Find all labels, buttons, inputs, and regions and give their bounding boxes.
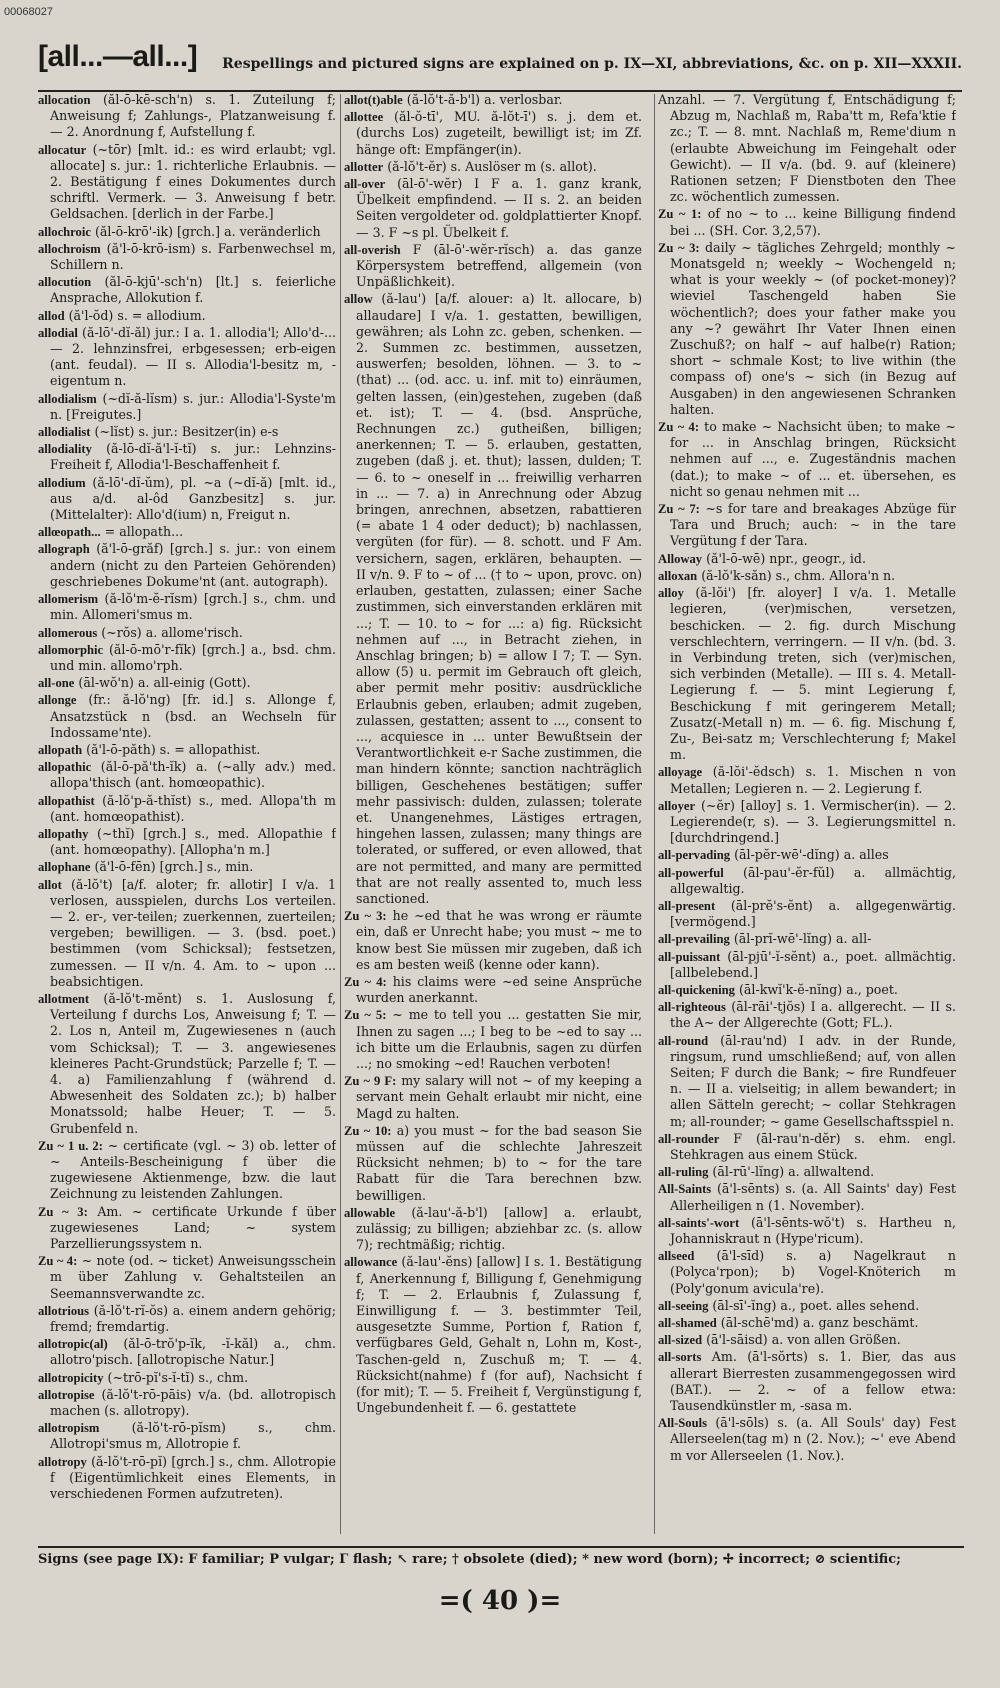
entry-headword: allodialism (38, 391, 97, 406)
dictionary-entry (658, 92, 956, 205)
dictionary-entry (38, 1138, 336, 1203)
entry-headword: all-shamed (658, 1316, 717, 1331)
dictionary-entry (38, 1303, 336, 1335)
entry-definition: (ăl-ō-pă'th-ĭk) a. (~ally adv.) med. allopa'thisch (ant. homœopathic). (50, 759, 336, 791)
entry-definition: (~dĭ-ă-lĭsm) s. jur.: Allodia'l-Syste'm n. [Freigutes.] (50, 390, 336, 422)
entry-headword: alloyer (658, 798, 696, 813)
dictionary-entry (344, 92, 642, 108)
dictionary-entry (38, 991, 336, 1137)
entry-definition: (āl-prĭ-wē'-lĭng) a. all- (733, 931, 872, 947)
dictionary-entry (658, 898, 956, 930)
entry-definition: (~thĭ) [grch.] s., med. Allopathie f (ant. homœopathy). [Allopha'n m.] (50, 825, 336, 858)
entry-definition: (āl-rāi'-tjŏs) I a. allgerecht. — II s. the A~ der Allgerechte (Gott; FL.). (670, 999, 956, 1031)
entry-headword: Zu ~ 4: (38, 1254, 78, 1269)
entry-headword: Zu ~ 1: (658, 207, 702, 222)
entry-definition: (āl-kwĭ'k-ĕ-nĭng) a., poet. (739, 981, 898, 997)
entry-headword: allotropy (38, 1454, 87, 1469)
dictionary-entry (344, 1205, 642, 1254)
entry-headword: allod (38, 308, 65, 323)
entry-headword: allomorphic (38, 642, 104, 657)
dictionary-entry (344, 176, 642, 241)
entry-definition: = allopath... (104, 524, 184, 540)
entry-headword: allottee (344, 110, 384, 125)
entry-definition: daily ~ tägliches Zehrgeld; monthly ~ Monatsgeld n; weekly ~ Wochengeld n; what is your weekly ~ (of pocket-money)? wieviel Taschengeld haben Sie wöchentlich?; does your father make you any ~? gewährt Ihr Vater Ihnen einen Zuschuß?; on half ~ auf halbe(r) Ration; short ~ schmale Kost; to live within (the compass of) one's ~ sich (in Bezug auf Ausgaben) in den angewiesenen Schranken halten. (670, 239, 956, 417)
entry-headword: all-overish (344, 242, 401, 257)
dictionary-entry (344, 974, 642, 1006)
entry-definition: ~ note (od. ~ ticket) Anweisungsschein m über Zahlung v. Gehaltsteilen an Seemannsverwandte zc. (50, 1253, 336, 1301)
entry-definition: (ă-lau'-ă-b'l) [allow] a. erlaubt, zulässig; zu billigen; abziehbar zc. (s. allow 7); rechtmäßig; richtig. (356, 1204, 642, 1253)
entry-definition: F (āl-ō'-wĕr-rĭsch) a. das ganze Körpersystem betreffend, allgemein (von Unpäßlichkeit). (356, 241, 642, 290)
dictionary-entry (344, 291, 642, 907)
dictionary-entry (344, 1007, 642, 1072)
entry-headword: all-ruling (658, 1165, 709, 1180)
dictionary-entry (658, 1349, 956, 1414)
dictionary-entry (38, 1454, 336, 1503)
dictionary-entry (658, 982, 956, 998)
entry-headword: allotropic(al) (38, 1337, 108, 1352)
entry-headword: all-sized (658, 1333, 703, 1348)
entry-definition: (āl-sī'-ĭng) a., poet. alles sehend. (712, 1297, 920, 1313)
dictionary-entry (658, 419, 956, 500)
entry-definition: his claims were ~ed seine Ansprüche wurden anerkannt. (356, 973, 642, 1006)
entry-definition: a) you must ~ for the bad season Sie müssen auf die schlechte Jahreszeit Rücksicht nehmen; b) to ~ for the tare Rabatt für die Tara berechnen bzw. bewilligen. (356, 1122, 642, 1203)
page-number: =( 40 )= (438, 1586, 562, 1616)
entry-headword: allopath (38, 742, 83, 757)
entry-definition: (ă-lō-dĭ-ă'l-ĭ-tĭ) s. jur.: Lehnzins-Freiheit f, Allodia'l-Beschaffenheit f. (50, 441, 336, 473)
dictionary-entry (38, 793, 336, 825)
entry-headword: all-saints'-wort (658, 1215, 740, 1230)
dictionary-entry (38, 391, 336, 423)
entry-headword: allograph (38, 542, 90, 557)
guide-words: [all...—all...] (38, 40, 198, 73)
column-1 (38, 92, 336, 1544)
dictionary-entry (658, 1181, 956, 1213)
entry-definition: (āl-pau'-ĕr-fŭl) a. allmächtig, allgewaltig. (670, 864, 956, 896)
dictionary-entry (344, 908, 642, 973)
page-header (38, 40, 962, 92)
entry-definition: (fr.: ă-lŏ'ng) [fr. id.] s. Allonge f, Ansatzstück n (bsd. an Wechseln für Indossame'nte). (50, 692, 336, 740)
header-note: Respellings and pictured signs are explained on p. IX—XI, abbreviations, &c. on p. XII—XXXII. (222, 56, 962, 72)
dictionary-entry (658, 1033, 956, 1130)
dictionary-entry (658, 1215, 956, 1247)
entry-definition: (~lĭst) s. jur.: Besitzer(in) e-s (94, 424, 279, 440)
dictionary-entry (38, 1420, 336, 1452)
entry-definition: (ā'l-sōls) s. (a. All Souls' day) Fest Allerseelen(tag m) n (2. Nov.); ~' eve Abend m vor Allerseelen (1. Nov.). (670, 1415, 956, 1463)
entry-headword: allodial (38, 325, 78, 340)
entry-definition: (ă'l-ō-krō-ism) s. Farbenwechsel m, Schillern n. (50, 240, 336, 273)
entry-headword: allocation (38, 93, 91, 107)
entry-headword: allow (344, 292, 373, 307)
entry-headword: Zu ~ 3: (38, 1204, 88, 1219)
dictionary-entry (38, 1204, 336, 1253)
dictionary-entry (38, 759, 336, 791)
columns (38, 92, 964, 1544)
entry-headword: Zu ~ 5: (344, 1008, 387, 1023)
dictionary-entry (38, 441, 336, 473)
entry-definition: my salary will not ~ of my keeping a servant mein Gehalt erlaubt mir nicht, eine Magd zu halten. (356, 1073, 642, 1121)
entry-headword: Alloway (658, 551, 703, 566)
entry-headword: allot (38, 877, 62, 892)
entry-headword: Zu ~ 3: (344, 909, 387, 924)
entry-headword: allowance (344, 1255, 398, 1270)
entry-definition: (~tōr) [mlt. id.: es wird erlaubt; vgl. allocate] s. jur.: 1. richterliche Erlaubnis. — 2. Bestätigung f eines Dokumentes durch schriftl. Vermerk. — 3. Anweisung f betr. Geldsachen. [derlich in der Farbe.] (50, 141, 336, 222)
entry-definition: (āl-prĕ's-ĕnt) a. allgegenwärtig. [vermögend.] (670, 897, 956, 930)
dictionary-entry (38, 859, 336, 875)
entry-definition: (~ĕr) [alloy] s. 1. Vermischer(in). — 2. Legierende(r, s). — 3. Legierungsmittel n. [durchdringend.] (670, 797, 956, 846)
entry-headword: alloy (658, 586, 684, 601)
entry-definition: (ă-lŏ't-mĕnt) s. 1. Auslosung f, Verteilung f durchs Los, Anweisung f; T. — 2. Los n, Anteil m, Zugewiesenes n (auch vom Schicksal); T. — 3. angewiesenes kleineres Pacht-Grundstück; Parzelle f; T. — 4. a) Familienzahlung f (während d. Abwesenheit des Soldaten zc.); b) halber Monatssold; halbe Heuer; T. — 5. Grubenfeld n. (50, 990, 336, 1136)
entry-headword: allodium (38, 475, 86, 490)
dictionary-entry (38, 142, 336, 223)
entry-headword: Zu ~ 9 F: (344, 1074, 397, 1089)
entry-headword: allodiality (38, 442, 92, 457)
dictionary-entry (38, 524, 336, 540)
entry-definition: (ă-lŏ'p-ă-thĭst) s., med. Allopa'th m (ant. homœopathist). (50, 792, 336, 824)
entry-headword: alloyage (658, 765, 703, 780)
dictionary-entry (658, 847, 956, 863)
entry-definition: (ăl-ō-krō'-ik) [grch.] a. veränderlich (94, 223, 321, 239)
dictionary-entry (38, 274, 336, 306)
dictionary-entry (658, 568, 956, 584)
dictionary-entry (344, 109, 642, 158)
entry-headword: all-over (344, 177, 386, 192)
dictionary-entry (658, 1415, 956, 1464)
dictionary-entry (658, 865, 956, 897)
entry-headword: allocatur (38, 142, 87, 157)
entry-headword: Zu ~ 3: (658, 240, 700, 255)
entry-definition: (ăl-ō-mō'r-fĭk) [grch.] a., bsd. chm. und min. allomo'rph. (50, 641, 336, 673)
column-divider (340, 94, 341, 1534)
entry-definition: (ă-lō'-dĭ-ŭm), pl. ~a (~dĭ-ă) [mlt. id., aus a/d. al-ôd Ganzbesitz] s. jur. (Mittelalter): Allo'd(ium) n, Freigut n. (50, 474, 336, 523)
dictionary-entry (344, 1254, 642, 1416)
dictionary-entry (658, 949, 956, 981)
dictionary-entry (38, 1336, 336, 1368)
dictionary-entry (38, 1253, 336, 1302)
dictionary-entry (658, 206, 956, 238)
entry-headword: allochroic (38, 224, 91, 239)
entry-definition: (ă'l-ō-păth) s. = allopathist. (86, 741, 261, 757)
entry-definition: (ā'l-sēnts-wŏ't) s. Hartheu n, Johanniskraut n (Hype'ricum). (670, 1214, 956, 1247)
dictionary-entry (658, 1315, 956, 1331)
entry-definition: (ā'l-sāisd) a. von allen Größen. (706, 1332, 901, 1348)
entry-headword: All-Saints (658, 1182, 712, 1197)
dictionary-entry (38, 424, 336, 440)
entry-definition: (āl-pĕr-wē'-dĭng) a. alles (734, 847, 889, 863)
entry-definition: (ă-lŏ't-rō-pāis) v/a. (bd. allotropisch machen (s. allotropy). (50, 1386, 336, 1419)
entry-definition: (ă-lō'-dĭ-ăl) jur.: I a. 1. allodia'l; Allo'd-... — 2. lehnzinsfrei, erbgesessen; erb-eigen (ant. feudal). — II s. Allodia'l-besitz m, -eigentum n. (50, 324, 336, 389)
entry-headword: allotment (38, 991, 90, 1006)
entry-definition: ~ me to tell you ... gestatten Sie mir, Ihnen zu sagen ...; I beg to be ~ed to say ... ich bitte um die Erlaubnis, sagen zu dürfen ...; no smoking ~ed! Rauchen verboten! (356, 1007, 642, 1071)
entry-headword: allopathy (38, 826, 89, 841)
entry-definition: (āl-wŏ'n) a. all-einig (Gott). (78, 675, 251, 691)
entry-headword: allseed (658, 1249, 695, 1264)
entry-definition: (~rŏs) a. allome'risch. (101, 624, 243, 640)
dictionary-entry (658, 764, 956, 796)
signs-legend: Signs (see page IX): F familiar; P vulgar; Γ flash; ↖ rare; † obsolete (died); * new word (born); ✢ incorrect; ⊘ scientific; (38, 1546, 964, 1570)
dictionary-entry (38, 1370, 336, 1386)
entry-headword: all-rounder (658, 1131, 720, 1146)
entry-headword: allonge (38, 693, 77, 708)
entry-definition: he ~ed that he was wrong er räumte ein, daß er Unrecht habe; you must ~ me to know best Sie müssen mir zugeben, daß ich es am besten weiß (kenne oder kann). (356, 908, 642, 972)
dictionary-entry (38, 475, 336, 524)
entry-headword: all-seeing (658, 1298, 709, 1313)
entry-headword: allotropise (38, 1387, 95, 1402)
entry-headword: allomerism (38, 592, 99, 607)
dictionary-entry (344, 1123, 642, 1204)
dictionary-entry (38, 92, 336, 141)
dictionary-entry (38, 742, 336, 758)
entry-headword: allot(t)able (344, 93, 403, 107)
dictionary-entry (658, 1131, 956, 1163)
entry-definition: to make ~ Nachsicht üben; to make ~ for ... in Anschlag bringen, Rücksicht nehmen auf ..., e. Zugeständnis machen (dat.); to make ~ of ... et. übersehen, es nicht so genau nehmen mit ... (670, 419, 956, 499)
entry-headword: All-Souls (658, 1416, 707, 1431)
entry-definition: (ă-lŏ't-rō-pĭ) [grch.] s., chm. Allotropie f (Eigentümlichkeit eines Elements, in verschiedenen Formen aufzutreten). (50, 1453, 336, 1502)
entry-definition: (ă'l-ō-grăf) [grch.] s. jur.: von einem andern (nicht zu den Parteien Gehörenden) geschriebenes Dokume'nt (ant. autograph). (50, 541, 336, 589)
entry-definition: (ă-lŏ'm-ĕ-rĭsm) [grch.] s., chm. und min. Allomeri'smus m. (50, 591, 336, 623)
dictionary-entry (38, 308, 336, 324)
entry-definition: (ăl-ō-kē-sch'n) s. 1. Zuteilung f; Anweisung f; Zahlungs-, Platzanweisung f. — 2. Anordnung f, Aufstellung f. (50, 92, 336, 140)
entry-headword: all-puissant (658, 949, 721, 964)
dictionary-entry (344, 1073, 642, 1122)
entry-headword: Zu ~ 4: (344, 974, 387, 989)
entry-headword: all-one (38, 676, 75, 691)
dictionary-entry (658, 1164, 956, 1180)
dictionary-entry (38, 877, 336, 990)
entry-headword: all-righteous (658, 1000, 726, 1015)
entry-headword: allomerous (38, 625, 98, 640)
entry-definition: (āl-ō'-wĕr) I F a. 1. ganz krank, Übelkeit empfindend. — II s. 2. an beiden Seiten vergoldeter od. goldplattierter Knopf. — 3. F ~s pl. Übelkeit f. (356, 176, 642, 240)
dictionary-entry (38, 541, 336, 590)
entry-definition: (~trō-pĭ's-ĭ-tĭ) s., chm. (107, 1369, 249, 1385)
entry-definition: (ăl-ō-kjū'-sch'n) [lt.] s. feierliche Ansprache, Allokution f. (50, 274, 336, 306)
dictionary-entry (38, 591, 336, 623)
entry-headword: allophane (38, 860, 91, 875)
entry-headword: allopathist (38, 793, 95, 808)
entry-definition: F (āl-rau'n-dĕr) s. ehm. engl. Stehkragen aus einem Stück. (670, 1130, 956, 1162)
entry-definition: (ă-lŏ't-ĕr) s. Auslöser m (s. allot). (387, 158, 597, 174)
entry-headword: Zu ~ 10: (344, 1123, 392, 1138)
entry-definition: ~ certificate (vgl. ~ 3) ob. letter of ~ Anteils-Bescheinigung f über die zugewiesene Aktienmenge, bzw. die laut Zeichnung zu leistenden Zahlungen. (50, 1137, 336, 1202)
entry-definition: (ă-lŏi') [fr. aloyer] I v/a. 1. Metalle legieren, (ver)mischen, versetzen, beschicken. — 2. fig. durch Mischung verschlechtern, verringern. — II v/n. (bd. 3. in Verbindung treten, sich (ver)mischen, sich verbinden (Metalle). — III s. 4. Metall-Legierung f. — 5. mint Legierung f, Beschickung f mit geringerem Metall; Zusatz(-Metall n) m. — 6. fig. Mischung f, Zu-, Bei-satz m; Verschlechterung f; Makel m. (670, 585, 956, 763)
dictionary-entry (658, 931, 956, 947)
entry-definition: (āl-rau'nd) I adv. in der Runde, ringsum, rund umschließend; auf, von allen Seiten; F durch die Bank; ~ fire Rundfeuer n. — II a. vielseitig; in allem bewandert; in allen Sätteln gerecht; ~ collar Stehkragen m; all-rounder; ~ game Gesellschaftsspiel n. (670, 1032, 956, 1129)
entry-definition: (ă-lau') [a/f. alouer: a) lt. allocare, b) allaudare] I v/a. 1. gestatten, bewilligen, gewähren; als Lohn zc. geben, schenken. — 2. Summen zc. bestimmen, aussetzen, auswerfen; besolden, löhnen. — 3. to ~ (that) ... (od. acc. u. inf. mit to) einräumen, gelten lassen, (ein)gestehen, zugeben (daß et. ist); T. — 4. (bsd. Ansprüche, Rechnungen zc.) gutheißen, billigen; anerkennen; T. — 5. erlauben, gestatten, zugeben (daß j. et. thut); lassen, dulden; T. — 6. to ~ oneself in ... freiwillig verharren in ... — 7. a) in Anrechnung oder Abzug bringen, anrechnen, absetzen, rabattieren (= abate 1 4 oder deduct); b) nachlassen, vergüten (for für). — 8. schott. und F Am. versichern, sagen, erklären, behaupten. — II v/n. 9. F to ~ of ... († to ~ upon, provc. on) erlauben, gestatten, zulassen; einer Sache zustimmen, sich einverstanden erklären mit ...; T. — 10. to ~ for ...: a) fig. Rücksicht nehmen auf ..., in Betracht ziehen, in Anschlag bringen; b) = allow I 7; T. — Syn. allow (5) u. permit im Gebrauch oft gleich, aber permit mehr positiv: ausdrückliche Erlaubnis geben, erlauben; admit zugeben, zulassen, gestatten; assent to ..., consent to ..., acquiesce in ... unter Bewußtsein der Verantwortlichkeit e-r Sache zustimmen, die man hindern könnte; sanction nachträglich billigen, Geschehenes bestätigen; suffer mehr passivisch: dulden, zulassen; tolerate et. Unangenehmes, Lästiges ertragen, hingehen lassen, zulassen; many things are tolerated, or suffered, or even allowed, that are not permitted, and many are permitted that are not really assented to, much less sanctioned. (356, 291, 642, 906)
entry-definition: (āl-pjū'-ĭ-sĕnt) a., poet. allmächtig. [allbelebend.] (670, 948, 956, 980)
dictionary-entry (658, 1332, 956, 1348)
column-divider (654, 94, 655, 1534)
entry-headword: allodialist (38, 425, 91, 440)
column-3 (658, 92, 956, 1544)
dictionary-entry (38, 642, 336, 674)
dictionary-entry (658, 999, 956, 1031)
entry-definition: (āl-schē'md) a. ganz beschämt. (720, 1315, 919, 1331)
column-2 (344, 92, 642, 1544)
dictionary-entry (38, 1387, 336, 1419)
dictionary-entry (38, 692, 336, 741)
entry-definition: (ā'l-sēnts) s. (a. All Saints' day) Fest Allerheiligen n (1. November). (670, 1181, 956, 1213)
entry-headword: Zu ~ 1 u. 2: (38, 1138, 103, 1153)
entry-definition: (āl-rū'-lĭng) a. allwaltend. (712, 1164, 875, 1180)
entry-headword: all-present (658, 898, 716, 913)
entry-definition: Anzahl. — 7. Vergütung f, Entschädigung f; Abzug m, Nachlaß m, Raba'tt m, Refa'ktie f zc.; T. — 8. mnt. Nachlaß m, Reme'dium n (erlaubte Abweichung im Feingehalt oder Gewicht). — II v/a. (bd. 9. auf (kleinere) Rationen setzen; F Dienstboten den Thee zc. wöchentlich zumessen. (658, 92, 956, 205)
entry-definition: (ă'l-ō-fēn) [grch.] s., min. (94, 859, 254, 875)
entry-headword: allotter (344, 159, 384, 174)
entry-headword: all-sorts (658, 1350, 702, 1365)
entry-headword: allopathic (38, 760, 92, 775)
entry-headword: all-round (658, 1033, 709, 1048)
archive-id: 00068027 (4, 6, 53, 18)
entry-definition: ~s for tare and breakages Abzüge für Tara und Bruch; auch: ~ in the tare Vergütung f der Tara. (670, 501, 956, 549)
dictionary-entry (658, 798, 956, 847)
entry-headword: allocution (38, 275, 92, 290)
entry-headword: Zu ~ 4: (658, 420, 700, 435)
entry-headword: alloxan (658, 568, 698, 583)
entry-headword: Zu ~ 7: (658, 502, 700, 517)
entry-definition: (ā'l-sīd) s. a) Nagelkraut n (Polyca'rpon); b) Vogel-Knöterich m (Poly'gonum avicula're). (670, 1248, 956, 1296)
entry-definition: (ăl-ŏ-tī', MU. ă-lŏt-ī') s. j. dem et. (durchs Los) zugeteilt, bewilligt ist; im Zf. hänge oft: Empfänger(in). (356, 109, 642, 157)
dictionary-entry (658, 240, 956, 418)
entry-definition: (ă-lŏ't-rĭ-ŏs) a. einem andern gehörig; fremd; fremdartig. (50, 1302, 336, 1335)
entry-definition: Am. (ā'l-sŏrts) s. 1. Bier, das aus allerart Bierresten zusammengegossen wird (BAT.). — 2. ~ of a fellow etwa: Tausendkünstler m, -sasa m. (670, 1349, 956, 1414)
entry-definition: (ă-lŏ'k-săn) s., chm. Allora'n n. (701, 567, 896, 583)
dictionary-entry (38, 675, 336, 691)
entry-headword: all-quickening (658, 982, 735, 997)
entry-headword: allotrious (38, 1303, 90, 1318)
entry-headword: allowable (344, 1205, 396, 1220)
dictionary-entry (658, 585, 956, 763)
entry-headword: all-pervading (658, 848, 731, 863)
entry-definition: (ăl-ō-trŏ'p-ĭk, -ĭ-kăl) a., chm. allotro'pisch. [allotropische Natur.] (50, 1336, 336, 1368)
entry-headword: allœopath... (38, 525, 101, 540)
dictionary-entry (344, 242, 642, 291)
entry-headword: allotropicity (38, 1370, 104, 1385)
entry-headword: allochroism (38, 241, 101, 256)
entry-definition: (ă-lŏ't) [a/f. aloter; fr. allotir] I v/a. 1 verlosen, ausspielen, durchs Los verteilen. — 2. er-, ver-teilen; zuerkennen, zuerteilen; vergeben; bewilligen. — 3. (bsd. poet.) bestimmen (vom Schicksal); festsetzen, zumessen. — II v/n. 4. Am. to ~ upon ... beabsichtigen. (50, 876, 336, 989)
dictionary-entry (38, 224, 336, 240)
entry-definition: (ă'l-ŏd) s. = allodium. (68, 307, 206, 323)
dictionary-entry (38, 241, 336, 273)
entry-headword: allotropism (38, 1421, 100, 1436)
dictionary-entry (38, 826, 336, 858)
entry-definition: (ă-lŏi'-ĕdsch) s. 1. Mischen n von Metallen; Legieren n. — 2. Legierung f. (670, 764, 956, 796)
entry-headword: all-prevailing (658, 932, 730, 947)
dictionary-entry (658, 1248, 956, 1297)
entry-definition: (ă-lŏ't-rō-pĭsm) s., chm. Allotropi'smus m, Allotropie f. (50, 1420, 336, 1452)
dictionary-entry (658, 1298, 956, 1314)
dictionary-entry (344, 159, 642, 175)
dictionary-entry (38, 625, 336, 641)
dictionary-entry (658, 551, 956, 567)
entry-definition: (ă-lau'-ĕns) [allow] I s. 1. Bestätigung f, Anerkennung f, Billigung f, Genehmigung f; T. — 2. Erlaubnis f, Zulassung f, Einwilligung f. — 3. bestimmter Teil, ausgesetzte Summe, Portion f, Ration f, verfügbares Geld, Gehalt n, Lohn m, Kost-, Taschen-geld n, Zuschuß m; T. — 4. Rücksicht(nahme) f (for auf), Nachsicht f (for mit); T. — 5. Freiheit f, Vergünstigung f, Ungebundenheit f. — 6. gestattete (356, 1254, 642, 1416)
dictionary-entry (658, 501, 956, 550)
entry-definition: of no ~ to ... keine Billigung findend bei ... (SH. Cor. 3,2,57). (670, 206, 956, 238)
entry-definition: (ă'l-ō-wē) npr., geogr., id. (706, 550, 866, 566)
dictionary-entry (38, 325, 336, 390)
entry-definition: (ă-lŏ't-ă-b'l) a. verlosbar. (406, 92, 563, 107)
entry-definition: Am. ~ certificate Urkunde f über zugewiesenes Land; ~ system Parzellierungssystem n. (50, 1203, 336, 1252)
entry-headword: all-powerful (658, 865, 724, 880)
